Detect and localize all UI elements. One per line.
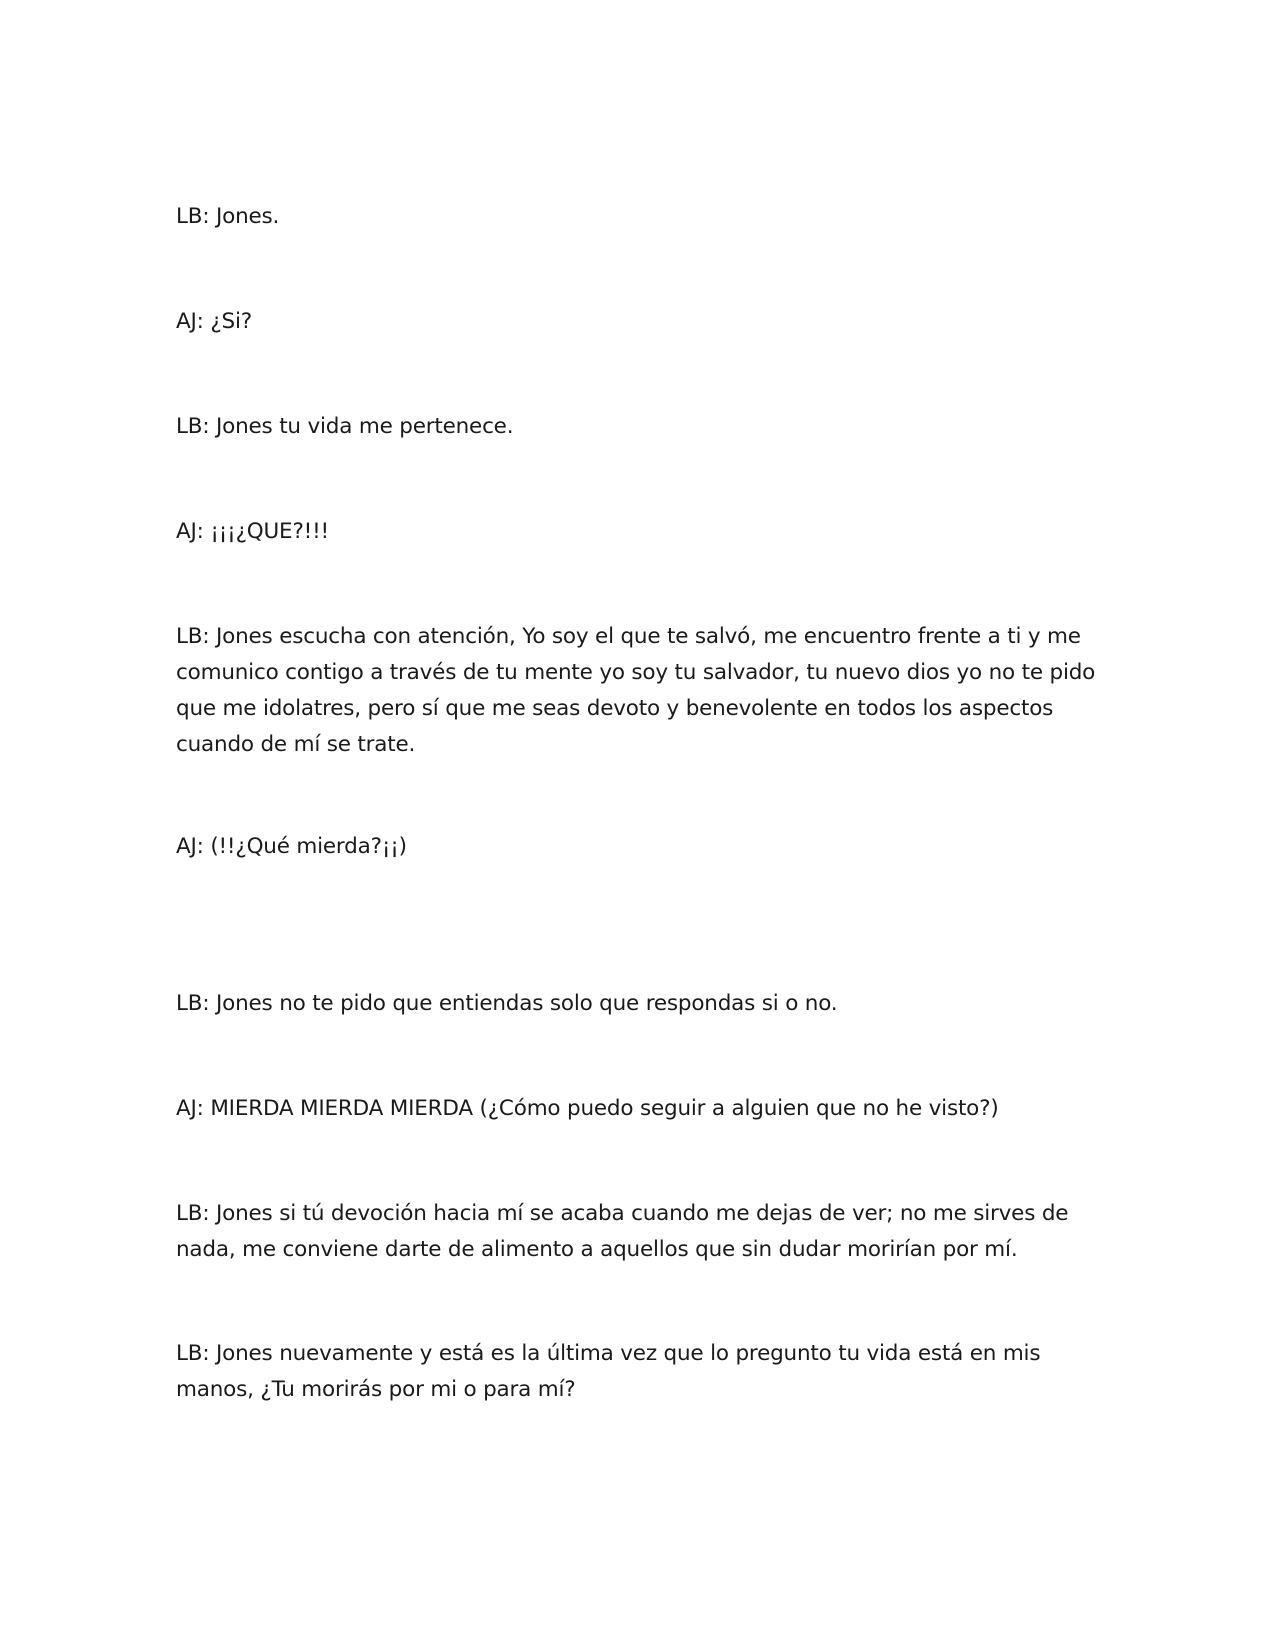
dialogue-line: LB: Jones si tú devoción hacia mí se acaba cuando me dejas de ver; no me sirves de nada, me conviene darte de alimento a aquellos que sin dudar morirían por mí.: [176, 1201, 1069, 1262]
dialogue-line: LB: Jones nuevamente y está es la última vez que lo pregunto tu vida está en mis manos, ¿Tu morirás por mi o para mí?: [176, 1341, 1041, 1402]
dialogue-line: LB: Jones tu vida me pertenece.: [176, 414, 514, 439]
dialogue-line: LB: Jones escucha con atención, Yo soy el que te salvó, me encuentro frente a ti y me comunico contigo a través de tu mente yo soy tu salvador, tu nuevo dios yo no te pido que me idolatres, pero sí que me seas devoto y benevolente en todos los aspectos cuando de mí se trate.: [176, 624, 1096, 757]
dialogue-line: AJ: ¡¡¡¿QUE?!!!: [176, 519, 329, 544]
dialogue-line: LB: Jones no te pido que entiendas solo que respondas si o no.: [176, 991, 838, 1016]
dialogue-line: AJ: MIERDA MIERDA MIERDA (¿Cómo puedo seguir a alguien que no he visto?): [176, 1096, 999, 1121]
dialogue-line: AJ: (!!¿Qué mierda?¡¡): [176, 834, 407, 859]
dialogue-line: AJ: ¿Si?: [176, 309, 252, 334]
dialogue-line: LB: Jones.: [176, 204, 280, 229]
